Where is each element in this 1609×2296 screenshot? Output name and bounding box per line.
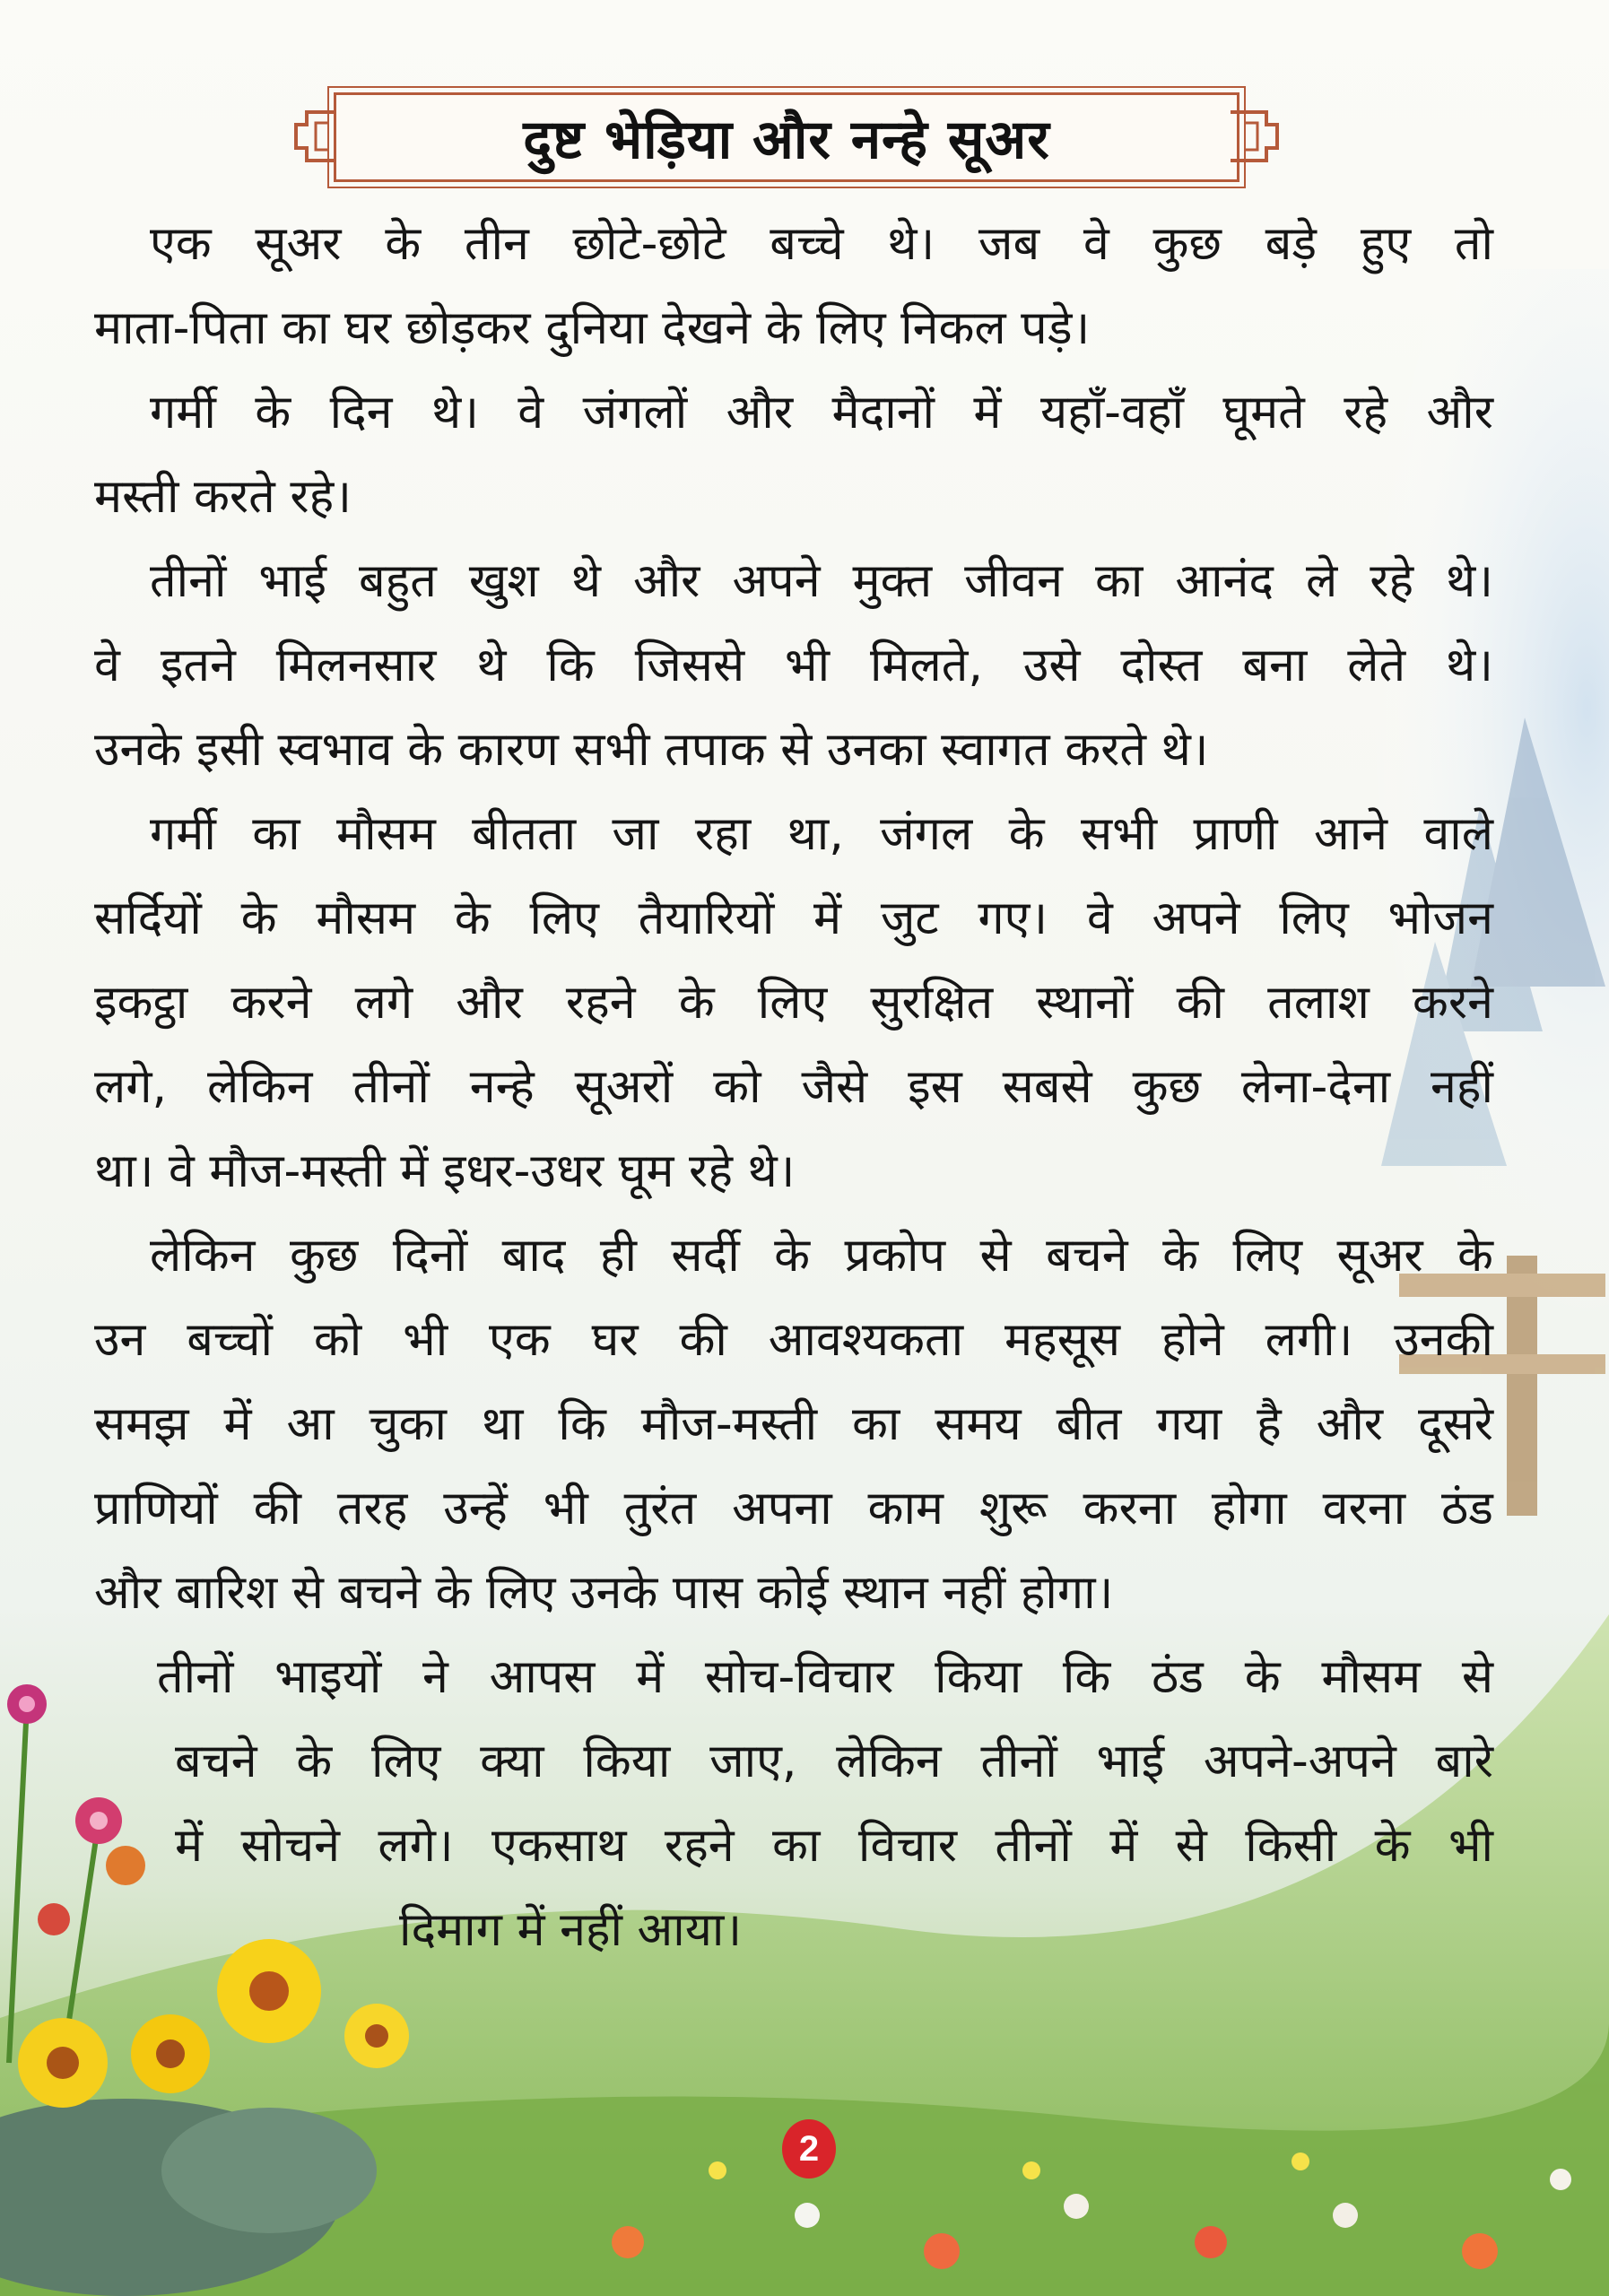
text-line: गर्मी के दिन थे। वे जंगलों और मैदानों में यहाँ-वहाँ घूमते रहे और — [150, 386, 1493, 439]
paragraph — [94, 792, 1493, 1213]
text-line: इकट्ठा करने लगे और रहने के लिए सुरक्षित स्थानों की तलाश करने — [94, 976, 1493, 1030]
title-banner — [289, 85, 1284, 189]
paragraph — [94, 370, 1493, 539]
text-line: में सोचने लगे। एकसाथ रहने का विचार तीनों में से किसी के भी — [175, 1819, 1493, 1873]
right-ornament-icon — [1229, 105, 1284, 168]
text-line: लगे, लेकिन तीनों नन्हे सूअरों को जैसे इस सबसे कुछ लेना-देना नहीं — [94, 1060, 1493, 1114]
story-text — [94, 202, 1493, 1972]
title-frame — [334, 92, 1239, 182]
text-line: प्राणियों की तरह उन्हें भी तुरंत अपना काम शुरू करना होगा वरना ठंड — [94, 1482, 1493, 1535]
text-line: गर्मी का मौसम बीतता जा रहा था, जंगल के सभी प्राणी आने वाले — [150, 807, 1493, 861]
paragraph — [94, 202, 1493, 370]
page-title: दुष्ट भेड़िया और नन्हे सूअर — [523, 109, 1050, 171]
text-line: उन बच्चों को भी एक घर की आवश्यकता महसूस होने लगी। उनकी — [94, 1313, 1493, 1367]
text-line: दिमाग में नहीं आया। — [399, 1903, 743, 1957]
text-line: माता-पिता का घर छोड़कर दुनिया देखने के लिए निकल पड़े। — [94, 301, 1091, 355]
text-line: उनके इसी स्वभाव के कारण सभी तपाक से उनका स्वागत करते थे। — [94, 723, 1209, 777]
text-line: समझ में आ चुका था कि मौज-मस्ती का समय बीत गया है और दूसरे — [94, 1397, 1493, 1451]
text-line: एक सूअर के तीन छोटे-छोटे बच्चे थे। जब वे कुछ बड़े हुए तो — [150, 217, 1493, 271]
paragraph — [94, 1213, 1493, 1635]
text-line: और बारिश से बचने के लिए उनके पास कोई स्थान नहीं होगा। — [94, 1566, 1114, 1620]
page-number: 2 — [782, 2119, 836, 2179]
text-line: मस्ती करते रहे। — [94, 470, 352, 524]
text-line: बचने के लिए क्या किया जाए, लेकिन तीनों भाई अपने-अपने बारे — [175, 1735, 1493, 1788]
paragraph — [94, 539, 1493, 792]
text-line: था। वे मौज-मस्ती में इधर-उधर घूम रहे थे। — [94, 1144, 796, 1198]
text-line: वे इतने मिलनसार थे कि जिससे भी मिलते, उसे दोस्त बना लेते थे। — [94, 639, 1493, 692]
paragraph — [94, 1635, 1493, 1972]
text-line: तीनों भाइयों ने आपस में सोच-विचार किया कि ठंड के मौसम से — [157, 1650, 1493, 1704]
text-line: सर्दियों के मौसम के लिए तैयारियों में जुट गए। वे अपने लिए भोजन — [94, 891, 1493, 945]
text-line: लेकिन कुछ दिनों बाद ही सर्दी के प्रकोप से बचने के लिए सूअर के — [150, 1229, 1493, 1283]
text-line: तीनों भाई बहुत खुश थे और अपने मुक्त जीवन का आनंद ले रहे थे। — [150, 554, 1493, 608]
